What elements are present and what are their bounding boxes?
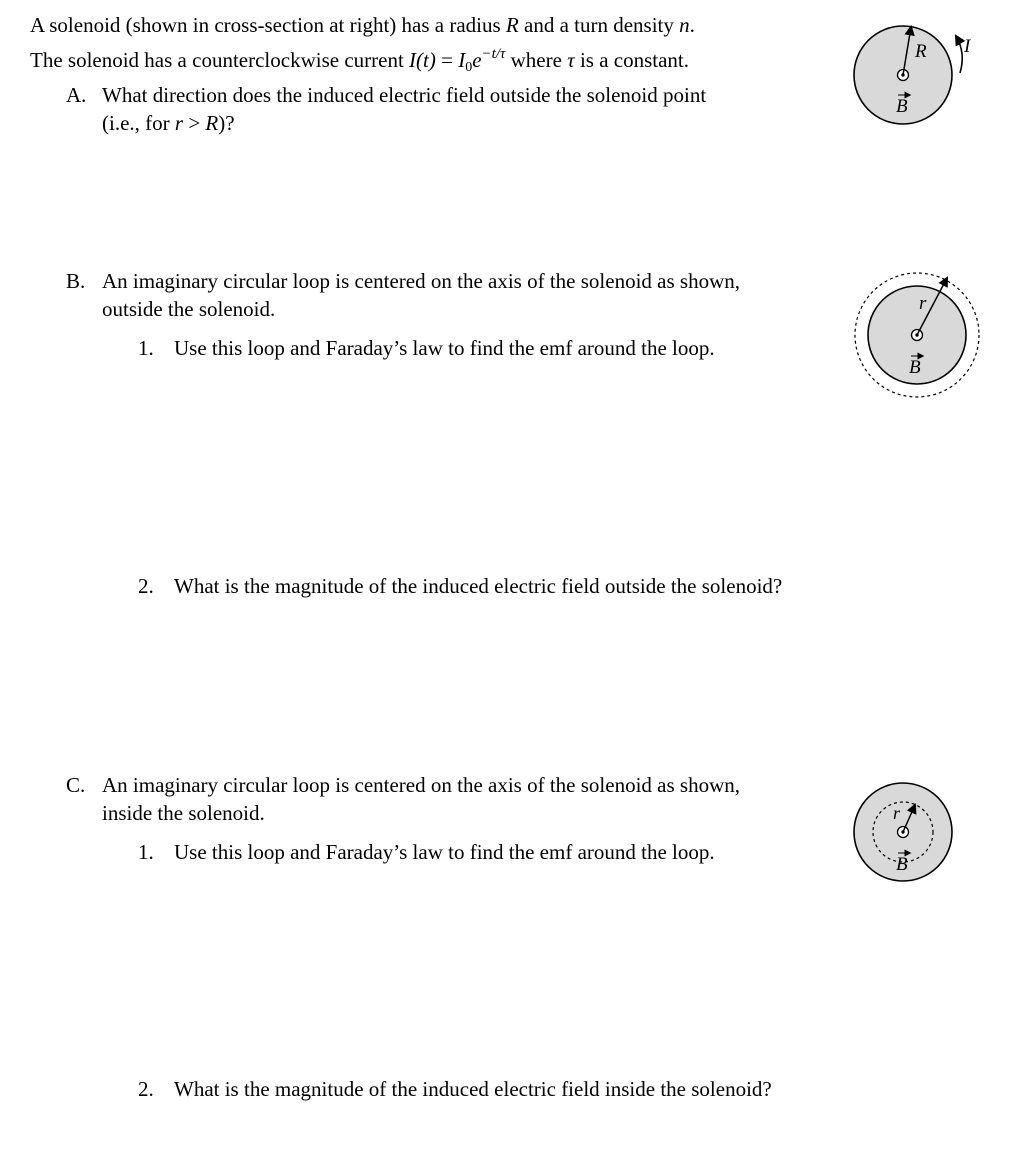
part-b-line-2: outside the solenoid.: [102, 297, 276, 321]
b-field-label: B: [909, 357, 921, 378]
part-c-line-2: inside the solenoid.: [102, 801, 265, 825]
intro-text: The solenoid has a counterclockwise current: [30, 48, 410, 72]
part-b-label: B.: [66, 269, 86, 293]
solenoid-figure-inside-loop: [845, 772, 965, 892]
symbol-R: R: [505, 13, 519, 37]
intro-text: A solenoid (shown in cross-section at right) has a radius: [30, 13, 506, 37]
current-label-I: I: [964, 36, 971, 57]
symbol-I: I: [409, 48, 417, 72]
part-c-q2-number: 2.: [138, 1077, 154, 1101]
symbol-n: n: [679, 13, 690, 37]
symbol-r: r: [174, 111, 184, 135]
part-c-label: C.: [66, 773, 86, 797]
part-b-q1-number: 1.: [138, 336, 154, 360]
b-field-label: B: [896, 96, 908, 117]
part-c-q2-text: What is the magnitude of the induced electric field inside the solenoid?: [174, 1077, 772, 1101]
part-c-line-1: An imaginary circular loop is centered on the axis of the solenoid as shown,: [102, 773, 740, 797]
intro-text: is a constant.: [574, 48, 690, 72]
intro-line-1: [30, 11, 695, 39]
subscript-zero: 0: [465, 60, 473, 75]
exponent: −t/τ: [481, 46, 506, 62]
part-b-q2-text: What is the magnitude of the induced electric field outside the solenoid?: [174, 574, 783, 598]
symbol-t: (t): [416, 48, 436, 72]
b-field-label: B: [896, 854, 908, 875]
radius-label-r: r: [919, 293, 927, 314]
symbol-tau: τ: [567, 48, 575, 72]
part-a-label: A.: [66, 83, 87, 107]
intro-line-2: [30, 40, 689, 82]
current-direction-arrow: [956, 36, 962, 73]
solenoid-figure-radius: [845, 15, 985, 130]
part-a-text: (i.e., for: [102, 111, 175, 135]
part-a-text: )?: [218, 111, 235, 135]
intro-text: .: [689, 13, 695, 37]
part-c-q1-text: Use this loop and Faraday’s law to find the emf around the loop.: [174, 840, 715, 864]
radius-label-r: r: [893, 803, 901, 823]
radius-label-R: R: [915, 41, 927, 62]
part-a-line-2: [102, 109, 235, 137]
part-a-line-1: What direction does the induced electric field outside the solenoid point: [102, 83, 707, 107]
part-b-q1-text: Use this loop and Faraday’s law to find the emf around the loop.: [174, 336, 715, 360]
intro-text: where: [505, 48, 568, 72]
part-b-line-1: An imaginary circular loop is centered on the axis of the solenoid as shown,: [102, 269, 740, 293]
intro-text: and a turn density: [518, 13, 680, 37]
part-c-q1-number: 1.: [138, 840, 154, 864]
solenoid-figure-outside-loop: [845, 265, 985, 410]
symbol-R: R: [205, 111, 219, 135]
greater-than: >: [183, 111, 206, 135]
equals-sign: =: [435, 48, 459, 72]
symbol-e: e: [472, 48, 482, 72]
symbol-I0: I: [458, 48, 466, 72]
part-b-q2-number: 2.: [138, 574, 154, 598]
